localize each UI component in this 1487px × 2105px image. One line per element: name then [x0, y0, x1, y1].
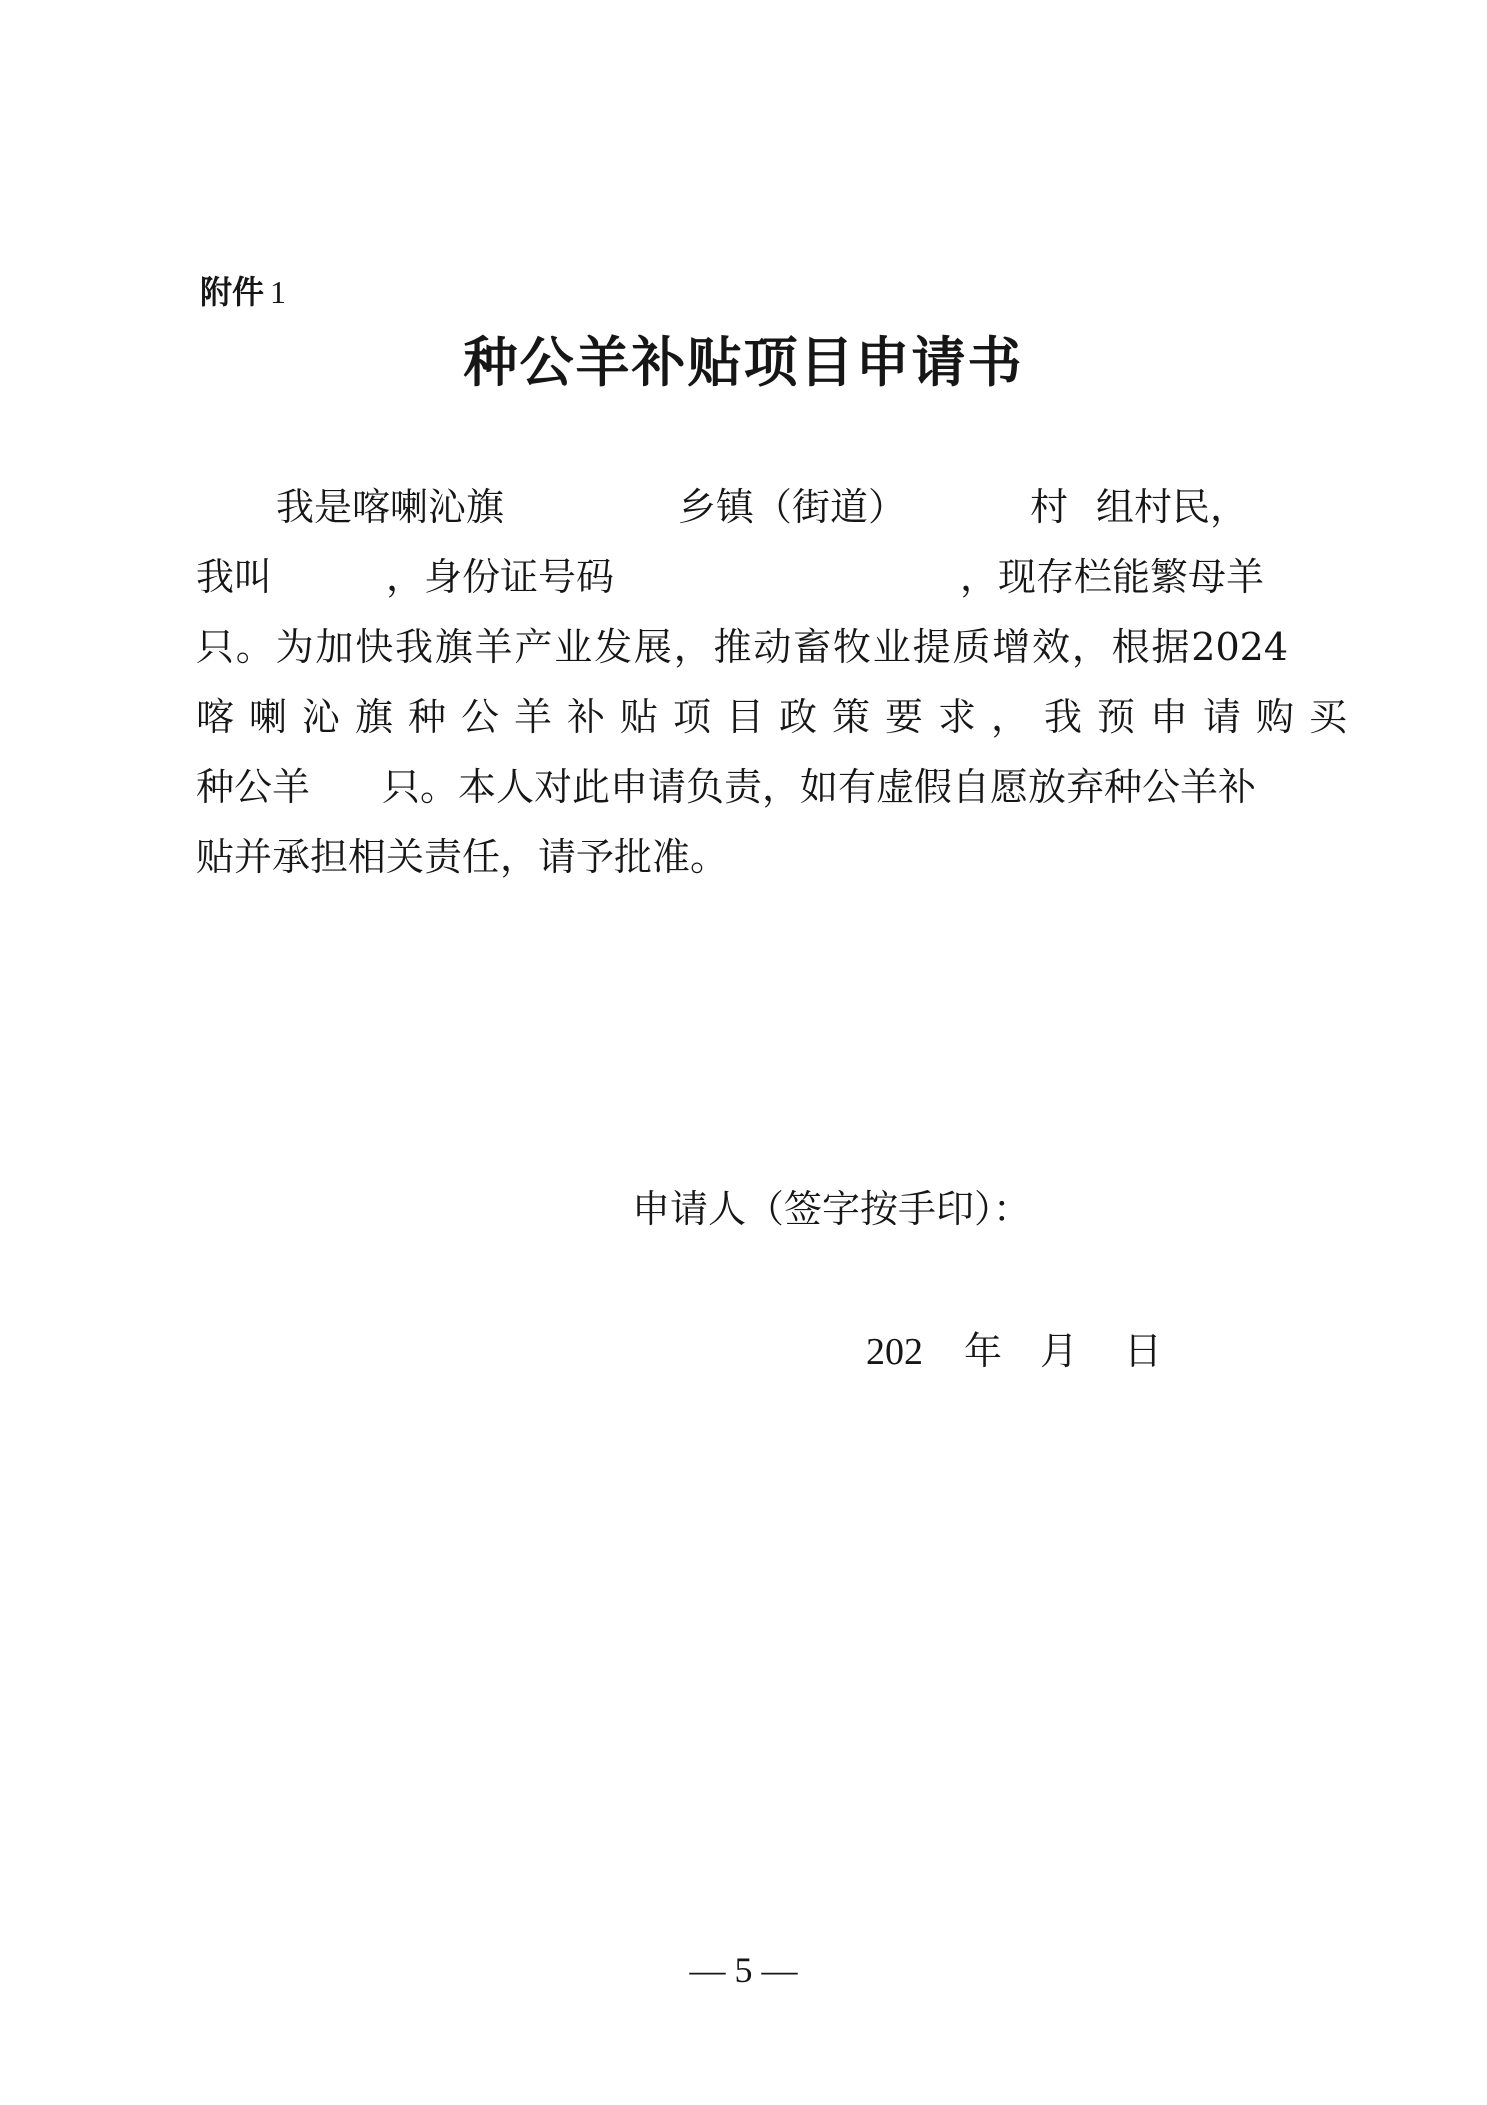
line5-text-rams: 种公羊	[196, 765, 311, 809]
date-month-label: 月	[1040, 1329, 1079, 1373]
body-line-3: 只。为加快我旗羊产业发展，推动畜牧业提质增效，根据2024	[196, 625, 1288, 669]
attachment-number: 1	[270, 274, 287, 310]
body-line-4: 喀喇沁旗种公羊补贴项目政策要求，我预申请购买	[196, 695, 1363, 739]
date-year-label: 年	[964, 1329, 1003, 1373]
line2-text-id: ，身份证号码	[386, 555, 615, 599]
line2-text-ewes: ，现存栏能繁母羊	[960, 555, 1265, 599]
line1-text-village: 村	[1030, 485, 1069, 529]
body-line-5	[196, 762, 1288, 812]
date-year-digits: 202	[866, 1331, 923, 1373]
line5-text-declaration: 只。本人对此申请负责，如有虚假自愿放弃种公羊补	[382, 765, 1257, 809]
page-number: — 5 —	[689, 1950, 798, 1990]
body-line-6: 贴并承担相关责任，请予批准。	[196, 835, 729, 879]
signature-label: 申请人（签字按手印）：	[632, 1187, 1032, 1231]
date-day-label: 日	[1124, 1329, 1163, 1373]
line1-text-township: 乡镇（街道）	[678, 485, 907, 529]
date-year-prefix	[866, 1326, 923, 1376]
line1-text-group: 组村民，	[1096, 485, 1249, 529]
line1-text-county: 我是喀喇沁旗	[276, 485, 505, 529]
attachment-label	[200, 272, 286, 312]
body-line-1	[196, 482, 1288, 532]
attachment-label-text: 附件	[200, 273, 265, 311]
body-line-2	[196, 552, 1288, 602]
document-title: 种公羊补贴项目申请书	[463, 330, 1024, 394]
line2-text-name: 我叫	[196, 555, 273, 599]
